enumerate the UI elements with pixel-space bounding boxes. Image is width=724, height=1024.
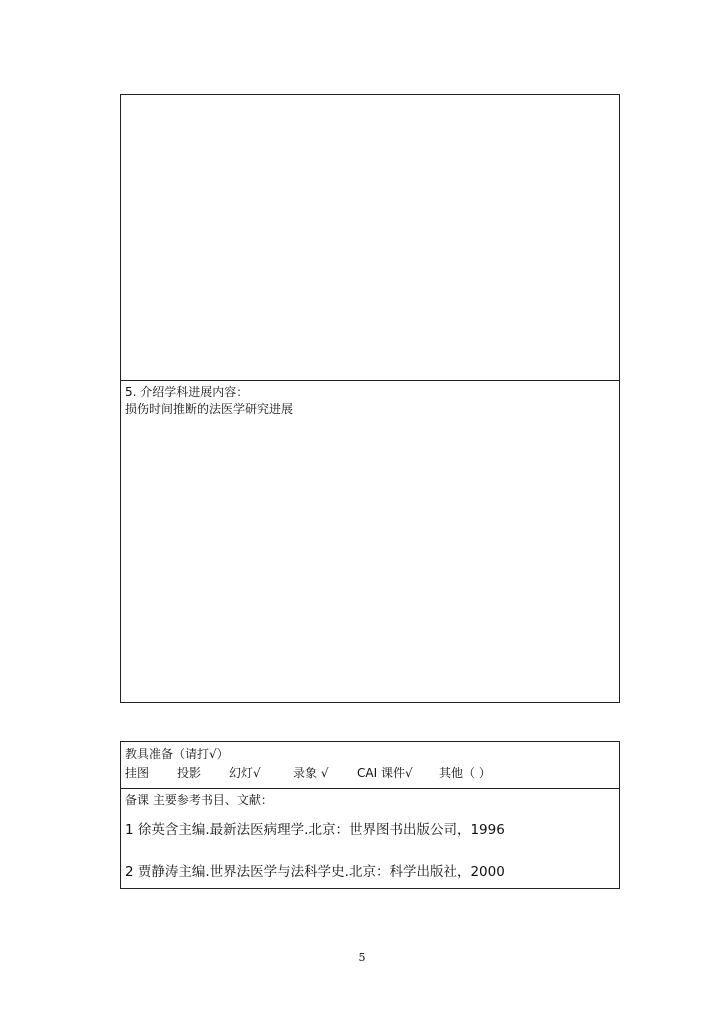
- progress-content: 损伤时间推断的法医学研究进展: [125, 402, 294, 416]
- reference-item: 1 徐英含主编.最新法医病理学.北京：世界图书出版公司，1996: [125, 822, 505, 838]
- lesson-plan-table-bottom: [120, 741, 620, 889]
- page-number: 5: [358, 951, 366, 964]
- lesson-plan-table-top: [120, 94, 620, 703]
- blank-content-cell: [121, 95, 619, 381]
- progress-heading: 5. 介绍学科进展内容：: [125, 385, 249, 399]
- aid-video: 录象 √: [293, 766, 329, 780]
- reference-item: 2 贾静涛主编.世界法医学与法科学史.北京：科学出版社，2000: [125, 864, 505, 880]
- teaching-aids-list: [125, 764, 615, 783]
- teaching-aids-cell: [121, 742, 619, 789]
- aid-wall-chart: 挂图: [125, 766, 150, 780]
- references-heading: 备课 主要参考书目、文献：: [125, 793, 273, 807]
- discipline-progress-cell: [121, 381, 619, 702]
- references-cell: [121, 789, 619, 888]
- aid-cai-courseware: CAI 课件√: [357, 766, 413, 780]
- aid-slides: 幻灯√: [229, 766, 261, 780]
- aid-other: 其他（ ）: [439, 766, 491, 780]
- aid-projection: 投影: [177, 766, 202, 780]
- teaching-aids-heading: 教具准备（请打√）: [125, 747, 229, 761]
